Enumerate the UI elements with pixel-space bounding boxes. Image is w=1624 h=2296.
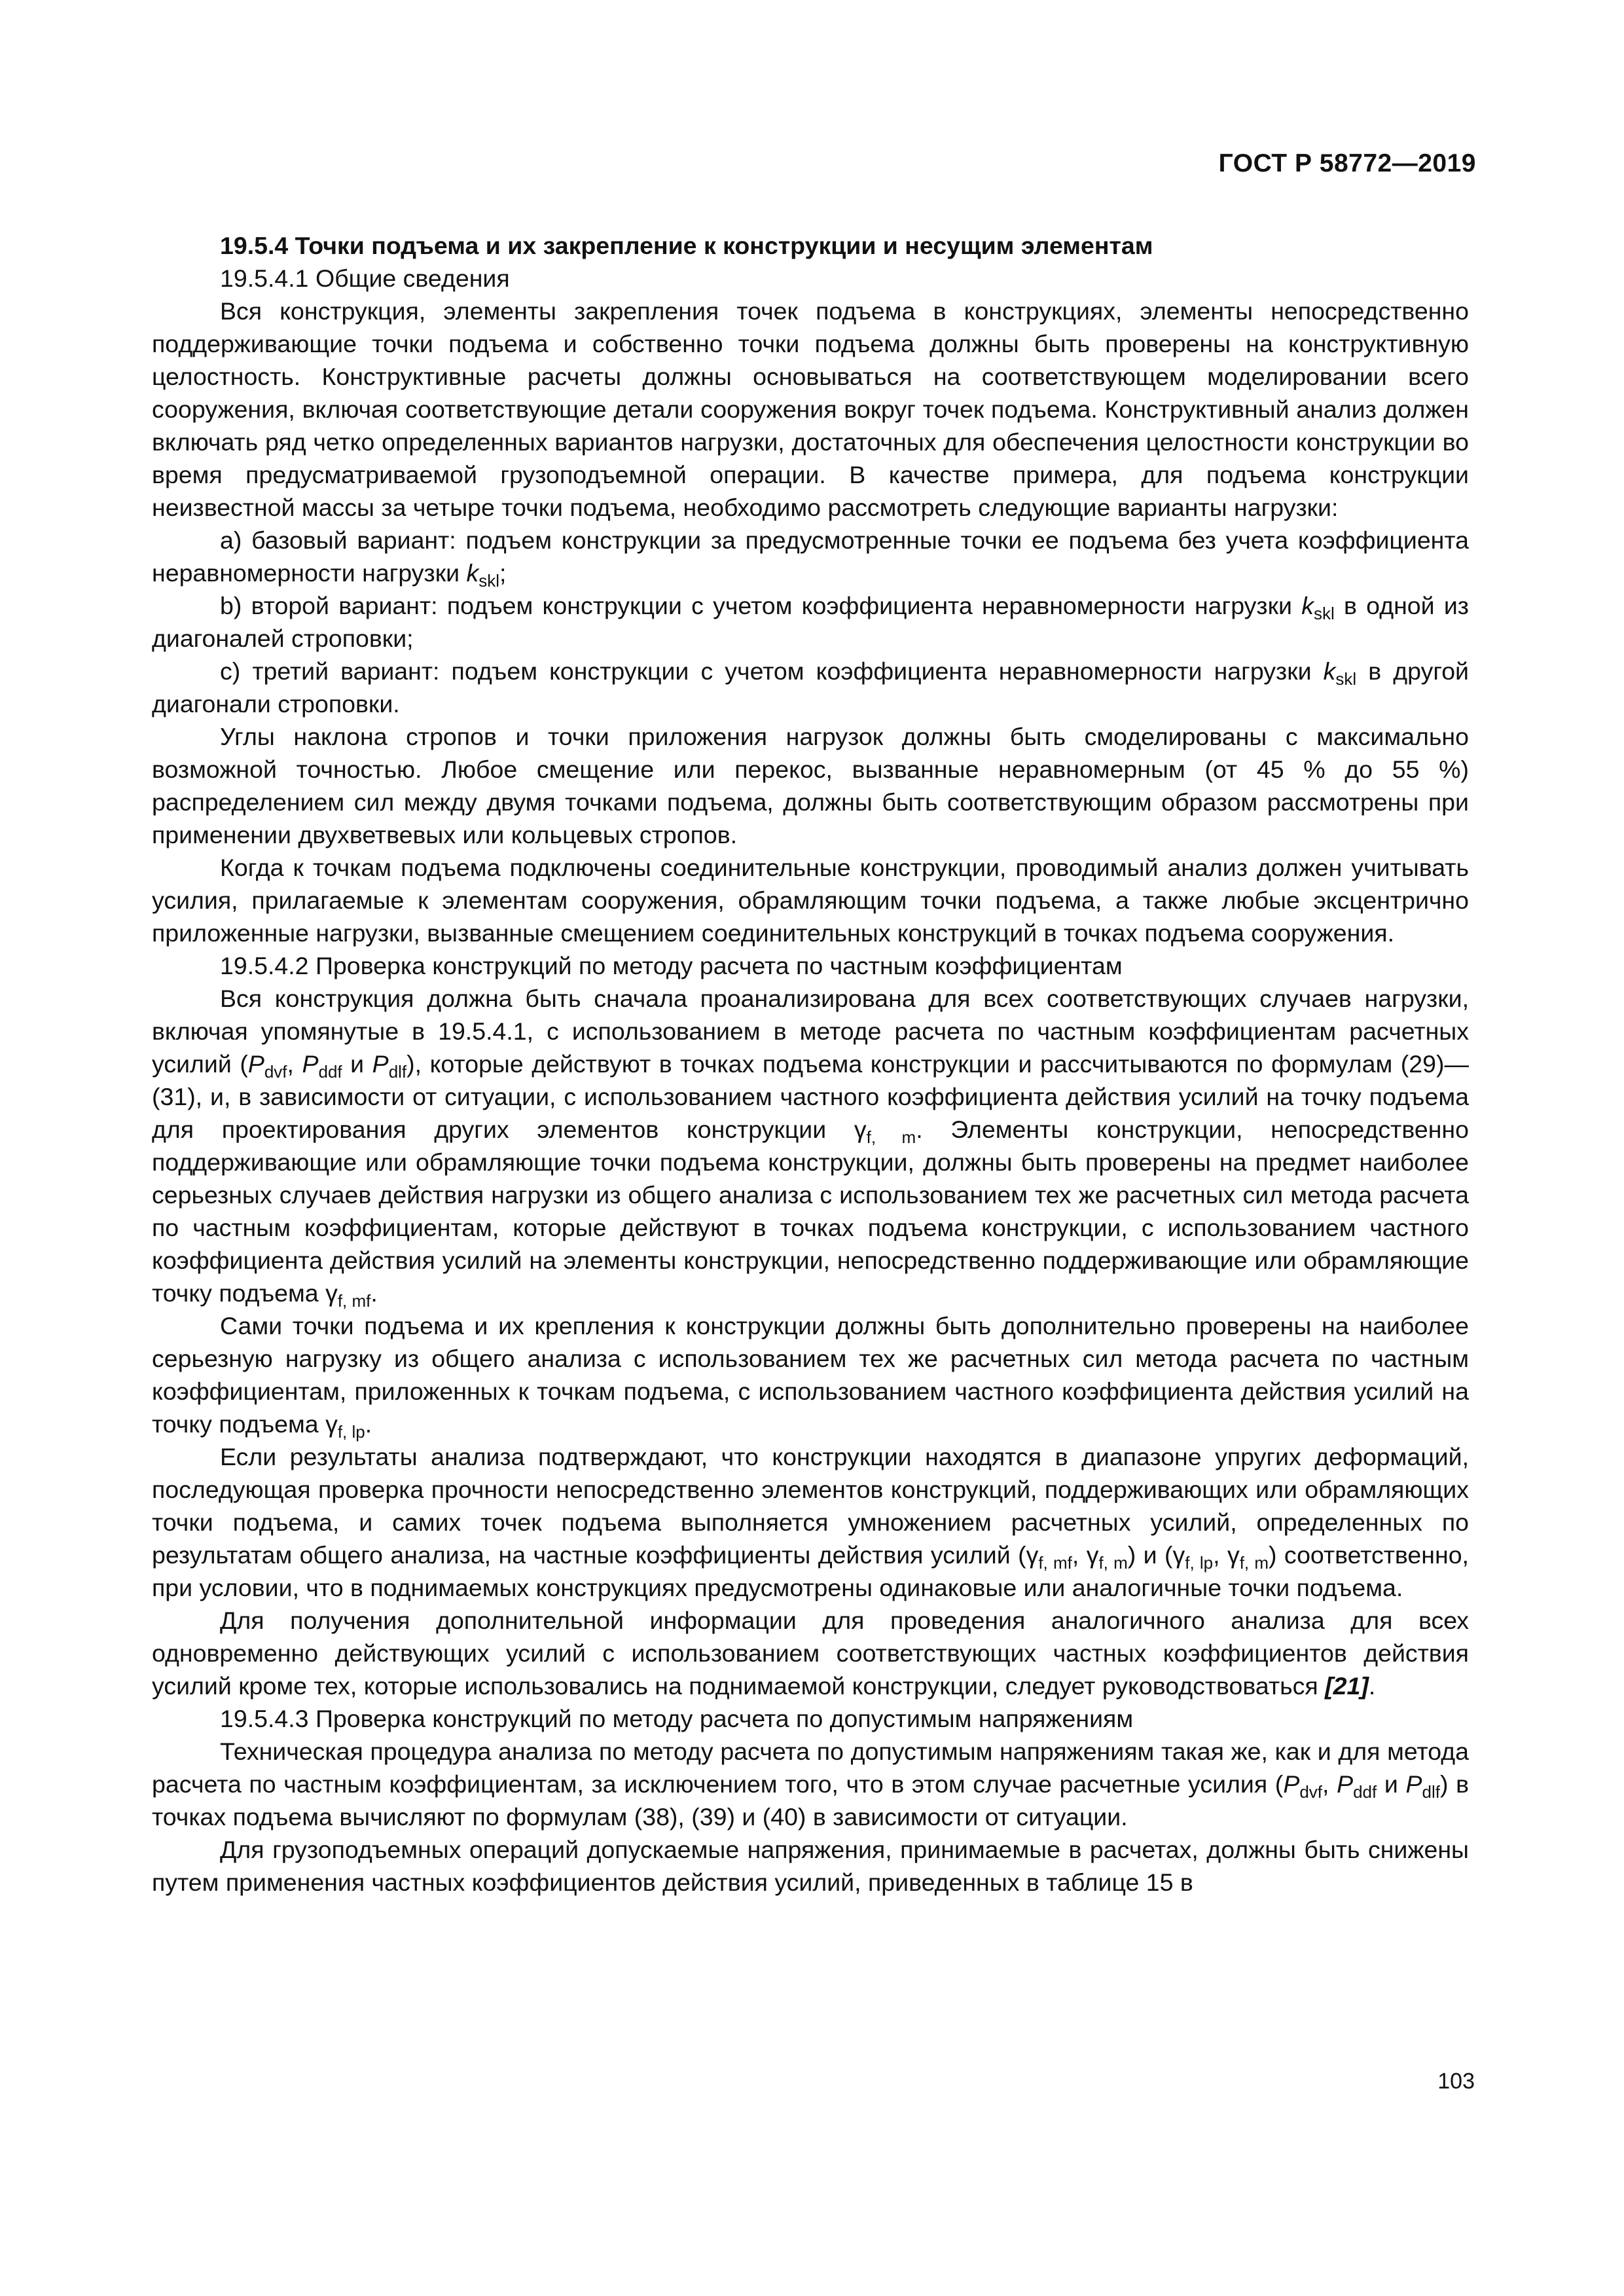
subsection-heading-19-5-4-3: 19.5.4.3 Проверка конструкций по методу расчета по допустимым напряжениям [220,1705,1134,1732]
paragraph-connecting-structures: Когда к точкам подъема подключены соединительные конструкции, проводимый анализ должен учитывать усилия, прилагаемые к элементам сооружения, обрамляющим точки подъема, а также любые эксцентрично приложенные нагрузки, вызванные смещением соединительных конструкций в точках подъема сооружения. [152,854,1469,947]
document-code-header: ГОСТ Р 58772—2019 [1218,149,1476,177]
list-item-c: c) третий вариант: подъем конструкции с учетом коэффициента неравномерности нагрузки $k_{skl}$ в другой диагонали строповки. [152,657,1470,718]
subsection-heading-19-5-4-1: 19.5.4.1 Общие сведения [220,264,510,292]
paragraph-lifting-operations: Для грузоподъемных операций допускаемые напряжения, принимаемые в расчетах, должны быть снижены путем применения частных коэффициентов действия усилий, приведенных в таблице 15 в [152,1836,1469,1896]
document-body [152,229,1469,1899]
paragraph-allowable-stress: Техническая процедура анализа по методу расчета по допустимым напряжениям такая же, как и для метода расчета по частным коэффициентам, за исключением того, что в этом случае расчетные усилия ($P_{dvf}$, $P_{ddf}$ и $P_{dlf}$) в точках подъема вычисляют по формулам (38), (39) и (40) в зависимости от ситуации. [152,1738,1469,1831]
subsection-heading-19-5-4-2: 19.5.4.2 Проверка конструкций по методу расчета по частным коэффициентам [220,952,1123,979]
page-number: 103 [1437,2069,1475,2094]
list-item-b: b) второй вариант: подъем конструкции с учетом коэффициента неравномерности нагрузки $k_{skl}$ в одной из диагоналей строповки; [152,592,1469,652]
list-item-a: a) базовый вариант: подъем конструкции за предусмотренные точки ее подъема без учета коэффициента неравномерности нагрузки $k_{skl}$; [152,526,1469,591]
reference-link: [21] [1325,1672,1369,1700]
paragraph-elastic-range: Если результаты анализа подтверждают, что конструкции находятся в диапазоне упругих деформаций, последующая проверка прочности непосредственно элементов конструкций, поддерживающих или обрамляющих точки подъема, и самих точек подъема выполняется умножением расчетных усилий, определенных по результатам общего анализа, на частные коэффициенты действия усилий ($\gamma_{f, mf}$, $\gamma_{f, m}$) и ($\gamma_{f, lp}$, $\gamma_{f, m}$) соответственно, при условии, что в поднимаемых конструкциях предусмотрены одинаковые или аналогичные точки подъема. [152,1443,1469,1601]
paragraph-partial-factor-analysis: Вся конструкция должна быть сначала проанализирована для всех соответствующих случаев нагрузки, включая упомянутые в 19.5.4.1, с использованием в методе расчета по частным коэффициентам расчетных усилий ($P_{dvf}$, $P_{ddf}$ и $P_{dlf}$), которые действуют в точках подъема конструкции и рассчитываются по формулам (29)—(31), и, в зависимости от ситуации, с использованием частного коэффициента действия усилий на точку подъема для проектирования других элементов конструкции $\gamma_{f, m}$. Элементы конструкции, непосредственно поддерживающие или обрамляющие точки подъема конструкции, должны быть проверены на предмет наиболее серьезных случаев действия нагрузки из общего анализа с использованием тех же расчетных сил метода расчета по частным коэффициентам, которые действуют в точках подъема конструкции, с использованием частного коэффициента действия усилий на элементы конструкции, непосредственно поддерживающие или обрамляющие точку подъема $\gamma_{f, mf}$. [152,985,1469,1311]
paragraph-sling-angles: Углы наклона стропов и точки приложения нагрузок должны быть смоделированы с максимально возможной точностью. Любое смещение или перекос, вызванные неравномерным (от 45 % до 55 %) распределением сил между двумя точками подъема, должны быть соответствующим образом рассмотрены при применении двухветвевых или кольцевых стропов. [152,723,1469,848]
paragraph-lift-points-check: Сами точки подъема и их крепления к конструкции должны быть дополнительно проверены на наиболее серьезную нагрузку из общего анализа с использованием тех же расчетных сил метода расчета по частным коэффициентам, приложенных к точкам подъема, с использованием частного коэффициента действия усилий на точку подъема $\gamma_{f, lp}$. [152,1312,1469,1442]
paragraph-general-info: Вся конструкция, элементы закрепления точек подъема в конструкциях, элементы непосредственно поддерживающие точки подъема и собственно точки подъема должны быть проверены на конструктивную целостность. Конструктивные расчеты должны основываться на соответствующем моделировании всего сооружения, включая соответствующие детали сооружения вокруг точек подъема. Конструктивный анализ должен включать ряд четко определенных вариантов нагрузки, достаточных для обеспечения целостности конструкции во время предусматриваемой грузоподъемной операции. В качестве примера, для подъема конструкции неизвестной массы за четыре точки подъема, необходимо рассмотреть следующие варианты нагрузки: [152,297,1469,521]
paragraph-additional-info: Для получения дополнительной информации для проведения аналогичного анализа для всех одновременно действующих усилий с использованием соответствующих частных коэффициентов действия усилий кроме тех, которые использовались на поднимаемой конструкции, следует руководствоваться [21]. [152,1607,1469,1700]
section-heading-19-5-4: 19.5.4 Точки подъема и их закрепление к конструкции и несущим элементам [220,232,1153,259]
